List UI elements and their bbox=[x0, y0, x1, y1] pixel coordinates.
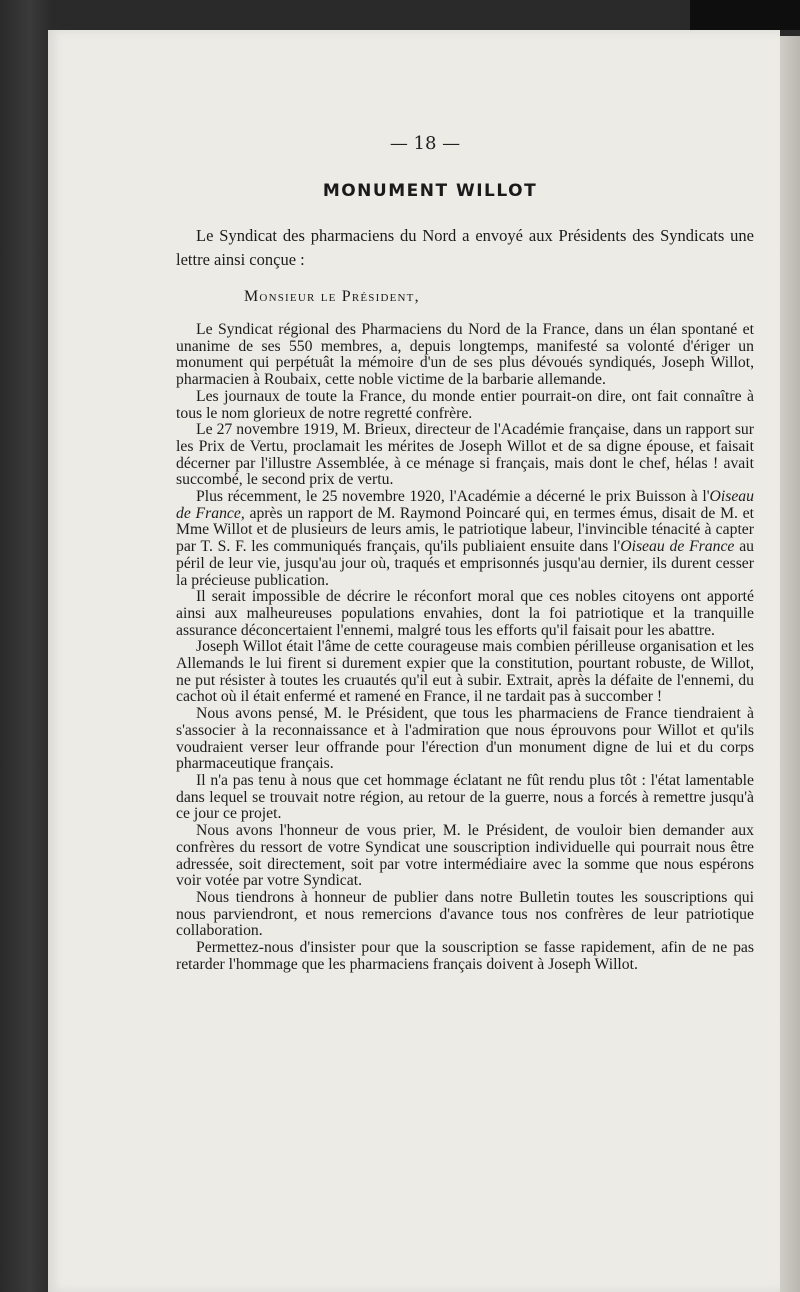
paragraph: Le Syndicat régional des Pharmaciens du Nord de la France, dans un élan spontané et unanime de ses 550 membres, a, depuis longtemps, manifesté sa volonté d'ériger un monument qui perpétuât la mémoire d'un de ses plus dévoués syndiqués, Joseph Willot, pharmacien à Roubaix, cette noble victime de la barbarie allemande. bbox=[176, 321, 754, 389]
salutation: Monsieur le Président, bbox=[244, 288, 420, 305]
paragraph: Nous tiendrons à honneur de publier dans notre Bulletin toutes les souscriptions qui nous parviendront, et nous remercions d'avance tous nos confrères de leur patriotique collaboration. bbox=[176, 888, 754, 940]
publication-title: Oiseau de France bbox=[620, 538, 735, 556]
page-edge bbox=[780, 36, 800, 1292]
paragraph: Le 27 novembre 1919, M. Brieux, directeur de l'Académie française, dans un rapport sur les Prix de Vertu, proclamait les mérites de Joseph Willot et de sa digne épouse, et faisait décerner par l'illustre Assemblée, à ce ménage si français, mais dont le chef, hélas ! avait succombé, le second prix de vertu. bbox=[176, 421, 754, 489]
scan-corner bbox=[690, 0, 800, 30]
intro-paragraph: Le Syndicat des pharmaciens du Nord a envoyé aux Présidents des Syndicats une lettre ainsi conçue : bbox=[176, 226, 754, 269]
paragraph: Plus récemment, le 25 novembre 1920, l'Académie a décerné le prix Buisson à l'Oiseau de France, après un rapport de M. Raymond Poincaré qui, en termes émus, disait de M. et Mme Willot et de plusieurs de leurs amis, le patriotique labeur, l'invincible ténacité à capter par T. S. F. les communiqués français, qu'ils publiaient ensuite dans l'Oiseau de France au péril de leur vie, jusqu'au jour où, traqués et emprisonnés jusqu'au dernier, ils durent cesser la précieuse publication. bbox=[176, 488, 755, 589]
paragraph: Il serait impossible de décrire le réconfort moral que ces nobles citoyens ont apporté ainsi aux malheureuses populations envahies, dont la foi patriotique et la tranquille assurance déconcertaient l'ennemi, malgré tous les efforts qu'il faisait pour les abattre. bbox=[176, 588, 754, 639]
paragraph: Les journaux de toute la France, du monde entier pourrait-on dire, ont fait connaître à tous le nom glorieux de notre regretté confrère. bbox=[176, 387, 754, 422]
paragraph: Il n'a pas tenu à nous que cet hommage éclatant ne fût rendu plus tôt : l'état lamentable dans lequel se trouvait notre région, au retour de la guerre, nous a forcés à remettre jusqu'à ce jour ce projet. bbox=[176, 771, 754, 823]
page-number: — 18 — bbox=[389, 133, 461, 154]
publication-title: Oiseau de France bbox=[176, 488, 754, 522]
paragraph: Nous avons pensé, M. le Président, que tous les pharmaciens de France tiendraient à s'associer à la reconnaissance et à l'admiration que nous éprouvons pour Willot et qu'ils voudraient verser leur offrande pour l'érection d'un monument digne de lui et du corps pharmaceutique français. bbox=[176, 705, 754, 773]
paragraph: Nous avons l'honneur de vous prier, M. le Président, de vouloir bien demander aux confrères du ressort de votre Syndicat une souscription individuelle qui pourrait nous être adressée, soit directement, soit par votre intermédiaire avec la somme que nous espérons voir votée par votre Syndicat. bbox=[176, 822, 754, 890]
paragraph: Joseph Willot était l'âme de cette courageuse mais combien périlleuse organisation et les Allemands le lui firent si durement expier que la constitution, pourtant robuste, de Willot, ne put résister à toutes les cruautés qu'il eut à subir. Extrait, après la défaite de l'ennemi, du cachot où il était enfermé et ramené en France, il ne tardait pas à succomber ! bbox=[176, 638, 754, 706]
letter-body bbox=[176, 322, 754, 973]
page-title: MONUMENT WILLOT bbox=[322, 181, 538, 201]
paragraph: Permettez-nous d'insister pour que la souscription se fasse rapidement, afin de ne pas retarder l'hommage que les pharmaciens français doivent à Joseph Willot. bbox=[176, 939, 754, 973]
